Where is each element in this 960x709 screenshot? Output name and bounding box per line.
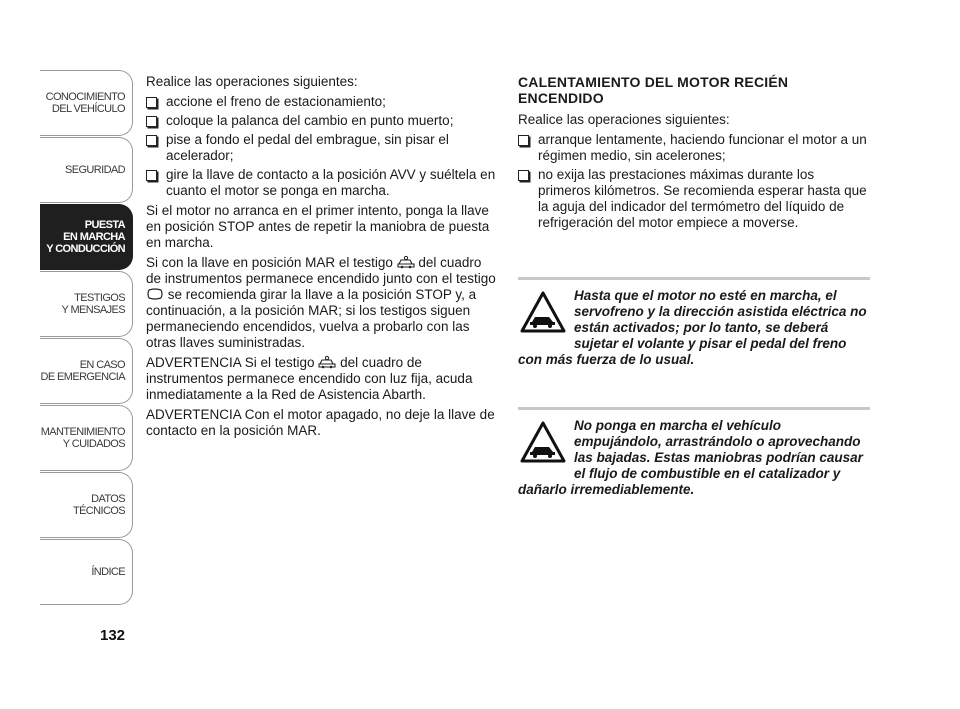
text-segment: se recomienda girar la llave a la posición STOP y, a continuación, a la posición MAR; si los testigos siguen permaneciendo encendidos, vuelva a probarlo con las otras llaves suministradas.: [146, 287, 477, 350]
tab-seguridad[interactable]: [40, 137, 133, 203]
car-key-warning-icon: [397, 255, 415, 269]
tab-label: TESTIGOS Y MENSAJES: [61, 292, 125, 316]
warning-box-empujar: [518, 407, 870, 498]
tab-puesta-en-marcha[interactable]: [40, 204, 133, 270]
tab-label: SEGURIDAD: [65, 164, 125, 176]
tab-emergencia[interactable]: [40, 338, 133, 404]
tab-label: CONOCIMIENTO DEL VEHÍCULO: [45, 91, 125, 115]
paragraph-advertencia-1: [146, 355, 496, 403]
warning-box-servofreno: [518, 277, 870, 368]
tab-conocimiento[interactable]: [40, 70, 133, 136]
tab-datos-tecnicos[interactable]: [40, 472, 133, 538]
intro-text: Realice las operaciones siguientes:: [146, 74, 358, 89]
paragraph-advertencia-2: ADVERTENCIA Con el motor apagado, no deje la llave de contacto en la posición MAR.: [146, 407, 495, 438]
paragraph-retry: Si el motor no arranca en el primer intento, ponga la llave en posición STOP antes de repetir la maniobra de puesta en marcha.: [146, 203, 490, 250]
warning-text: Hasta que el motor no esté en marcha, el servofreno y la dirección asistida eléctrica no están activados; por lo tanto, se deberá sujetar el volante y pisar el pedal del freno con más fuerza de lo usual.: [518, 288, 867, 367]
list-item: accione el freno de estacionamiento;: [146, 94, 496, 110]
text-segment: ADVERTENCIA Si el testigo: [146, 355, 319, 370]
left-column: [146, 74, 496, 443]
warning-triangle-car-icon: [518, 418, 568, 466]
start-steps-list: [146, 94, 496, 199]
tab-mantenimiento[interactable]: [40, 405, 133, 471]
list-item: coloque la palanca del cambio en punto muerto;: [146, 113, 496, 129]
list-item: arranque lentamente, haciendo funcionar el motor a un régimen medio, sin acelerones;: [518, 132, 870, 164]
page-number: 132: [100, 627, 126, 644]
list-item: no exija las prestaciones máximas durante los primeros kilómetros. Se recomienda esperar hasta que la aguja del indicador del termómetro del líquido de refrigeración del motor empiece a moverse.: [518, 167, 870, 231]
intro-text: Realice las operaciones siguientes:: [518, 112, 730, 127]
paragraph-mar-warning: [146, 255, 496, 351]
text-segment: del cuadro de instrumentos permanece encendido junto con el testigo: [146, 255, 496, 286]
tab-indice[interactable]: [40, 539, 133, 605]
list-item: pise a fondo el pedal del embrague, sin pisar el acelerador;: [146, 132, 496, 164]
tab-label: MANTENIMIENTO Y CUIDADOS: [40, 426, 125, 450]
chapter-sidebar: [40, 70, 133, 606]
glow-plug-icon: [146, 287, 164, 301]
tab-label: PUESTA EN MARCHA Y CONDUCCIÓN: [46, 219, 125, 255]
tab-testigos[interactable]: [40, 271, 133, 337]
right-column: [518, 74, 870, 235]
text-segment: Si con la llave en posición MAR el testigo: [146, 255, 397, 270]
tab-label: ÍNDICE: [91, 566, 125, 578]
tab-label: EN CASO DE EMERGENCIA: [40, 359, 125, 383]
tab-label: DATOS TÉCNICOS: [72, 493, 125, 517]
text-segment: del cuadro de instrumentos permanece encendido con luz fija, acuda inmediatamente a la Red de Asistencia Abarth.: [146, 355, 473, 402]
list-item: gire la llave de contacto a la posición AVV y suéltela en cuanto el motor se ponga en marcha.: [146, 167, 496, 199]
section-heading: CALENTAMIENTO DEL MOTOR RECIÉN ENCENDIDO: [518, 74, 789, 106]
warning-text: No ponga en marcha el vehículo empujándolo, arrastrándolo o aprovechando las bajadas. Estas maniobras podrían causar el flujo de combustible en el catalizador y dañarlo irremediablemente.: [518, 418, 863, 497]
warning-triangle-car-icon: [518, 288, 568, 336]
car-key-warning-icon: [318, 355, 336, 369]
warmup-steps-list: [518, 132, 870, 231]
